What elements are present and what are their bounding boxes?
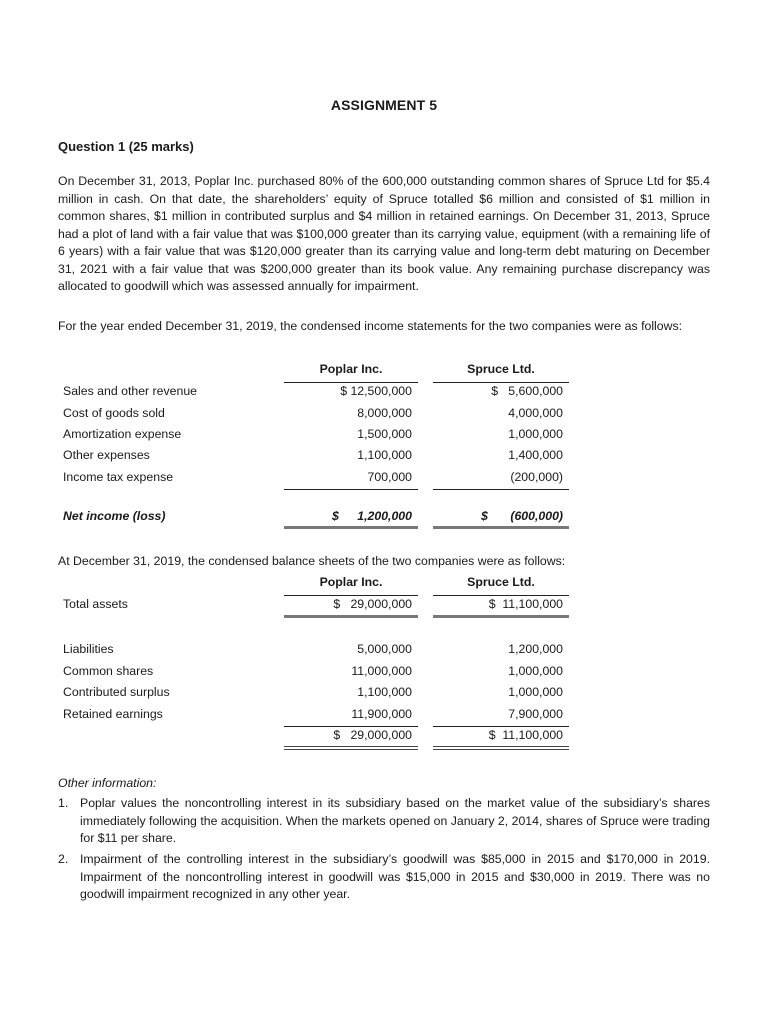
poplar-value: 1,100,000 [357, 685, 412, 699]
poplar-value: 1,100,000 [357, 448, 412, 462]
subtotal-rule [433, 489, 569, 490]
row-label: Contributed surplus [63, 685, 170, 699]
poplar-value: 11,000,000 [351, 664, 412, 678]
header-rule [433, 595, 569, 596]
row-label: Amortization expense [63, 427, 182, 441]
poplar-value: 8,000,000 [357, 406, 412, 420]
subtotal-rule [433, 726, 569, 727]
total-assets-rule [433, 615, 569, 618]
spruce-value: 1,000,000 [508, 685, 563, 699]
poplar-value: 1,500,000 [357, 427, 412, 441]
column-header-spruce: Spruce Ltd. [467, 575, 535, 589]
row-label: Sales and other revenue [63, 384, 197, 398]
list-number: 1. [58, 796, 69, 810]
spruce-value: 4,000,000 [508, 406, 563, 420]
row-label: Cost of goods sold [63, 406, 165, 420]
dollar-sign: $ [332, 509, 339, 523]
column-header-poplar: Poplar Inc. [319, 575, 383, 589]
row-label: Liabilities [63, 642, 114, 656]
column-header-spruce: Spruce Ltd. [467, 362, 535, 376]
row-label: Retained earnings [63, 707, 163, 721]
list-text: Impairment of the controlling interest in the subsidiary’s goodwill was $85,000 in 2015 and $170,000 in 2019. Impairment of the noncontrolling interest in goodwill was $15,000 in 2015 and $30,000 in 2019. There was no goodwill impairment recognized in any other year. [80, 852, 710, 901]
total-double-rule [433, 746, 569, 750]
total-double-rule [284, 526, 418, 529]
spruce-value: 1,000,000 [508, 664, 563, 678]
spruce-total-assets: $ 11,100,000 [488, 597, 563, 611]
spruce-value: 1,000,000 [508, 427, 563, 441]
spruce-value: 1,200,000 [508, 642, 563, 656]
list-item [58, 851, 710, 904]
spruce-total: $ 11,100,000 [488, 728, 563, 742]
spruce-net-income [433, 509, 569, 523]
other-information-heading: Other information: [58, 776, 157, 790]
poplar-total-assets: $ 29,000,000 [333, 597, 412, 611]
total-double-rule [433, 526, 569, 529]
poplar-value: $ 12,500,000 [340, 384, 412, 398]
header-rule [433, 382, 569, 383]
question-heading: Question 1 (25 marks) [58, 139, 194, 154]
dollar-sign: $ [481, 509, 488, 523]
total-assets-rule [284, 615, 418, 618]
poplar-value: 700,000 [367, 470, 412, 484]
spruce-value: (200,000) [510, 470, 563, 484]
spruce-value: 1,400,000 [508, 448, 563, 462]
list-number: 2. [58, 852, 69, 866]
document-title: ASSIGNMENT 5 [330, 97, 438, 113]
total-double-rule [284, 746, 418, 750]
spruce-value: $ 5,600,000 [491, 384, 563, 398]
poplar-net-income [284, 509, 418, 523]
subtotal-rule [284, 726, 418, 727]
spruce-net-income-value: (600,000) [510, 509, 563, 523]
intro-paragraph: On December 31, 2013, Poplar Inc. purchased 80% of the 600,000 outstanding common shares of Spruce Ltd for $5.4 million in cash. On that date, the shareholders’ equity of Spruce totalled $6 million and consisted of $1 million in common shares, $1 million in contributed surplus and $4 million in retained earnings. On December 31, 2013, Spruce had a plot of land with a fair value that was $100,000 greater than its carrying value, equipment (with a remaining life of 6 years) with a fair value that was $120,000 greater than its carrying value and long-term debt maturing on December 31, 2021 with a fair value that was $200,000 greater than its book value. Any remaining purchase discrepancy was allocated to goodwill which was assessed annually for impairment. [58, 174, 710, 293]
column-header-poplar: Poplar Inc. [319, 362, 383, 376]
poplar-net-income-value: 1,200,000 [357, 509, 412, 523]
poplar-value: 5,000,000 [357, 642, 412, 656]
row-label: Other expenses [63, 448, 150, 462]
balance-sheet-intro: At December 31, 2019, the condensed balance sheets of the two companies were as follows: [58, 554, 566, 568]
row-label: Common shares [63, 664, 154, 678]
header-rule [284, 382, 418, 383]
poplar-total: $ 29,000,000 [333, 728, 412, 742]
poplar-value: 11,900,000 [351, 707, 412, 721]
spruce-value: 7,900,000 [508, 707, 563, 721]
header-rule [284, 595, 418, 596]
list-item [58, 795, 710, 848]
row-label: Income tax expense [63, 470, 174, 484]
net-income-label: Net income (loss) [63, 509, 166, 523]
income-statement-intro: For the year ended December 31, 2019, the condensed income statements for the two companies were as follows: [58, 319, 683, 333]
row-label: Total assets [63, 597, 128, 611]
list-text: Poplar values the noncontrolling interest in its subsidiary based on the market value of the subsidiary’s shares immediately following the acquisition. When the markets opened on January 2, 2014, shares of Spruce were trading for $11 per share. [80, 796, 710, 845]
subtotal-rule [284, 489, 418, 490]
